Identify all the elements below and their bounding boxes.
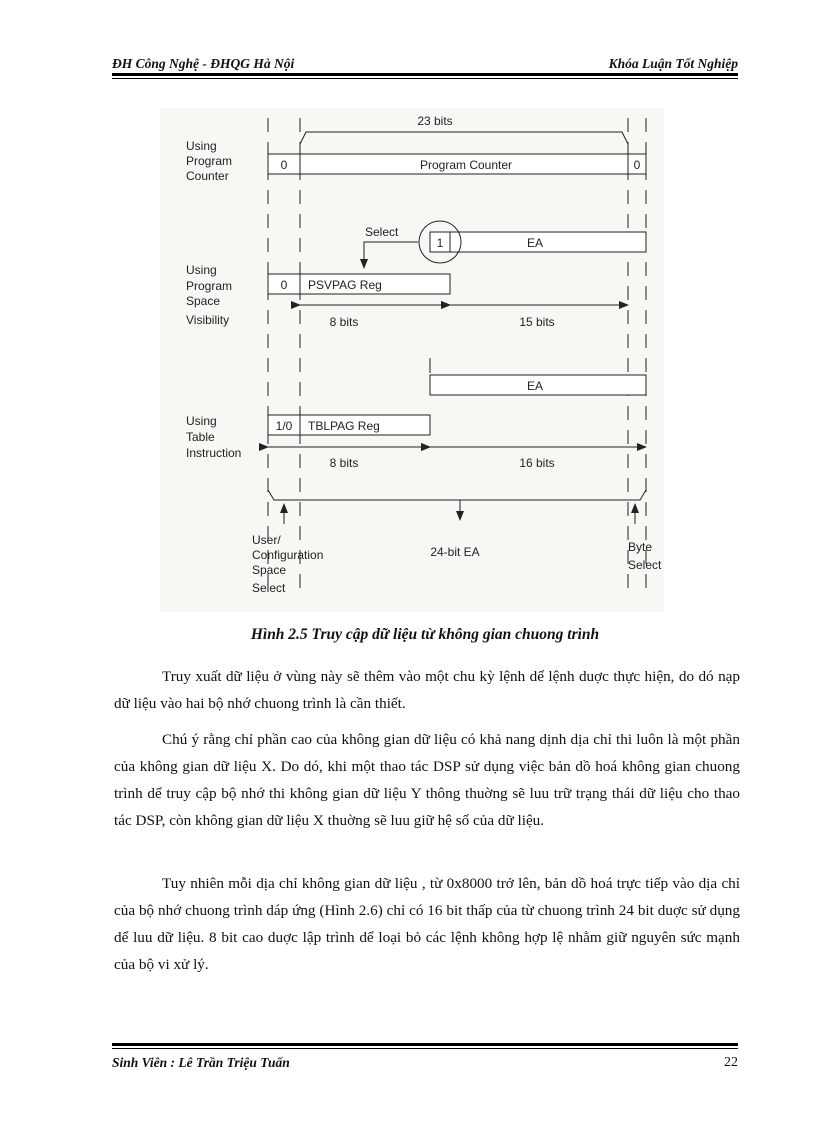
figure-diagram: [160, 108, 664, 612]
row2-right-width: 15 bits: [519, 315, 555, 329]
bottom-left-2: Configuration: [252, 548, 324, 562]
row1-label-1: Using: [186, 139, 217, 153]
page-header: [112, 53, 738, 75]
header-university: ĐH Công Nghệ - ĐHQG Hà Nội: [112, 56, 295, 71]
ea-label-row3: EA: [526, 379, 544, 393]
label-23-bits: 23 bits: [417, 114, 453, 128]
row3-label-1: Using: [186, 414, 217, 428]
page-number: 22: [724, 1055, 738, 1070]
paragraph-2: Chú ý rằng chỉ phần cao của không gian dữ liệu có khả nang dịnh dịa chỉ thi luôn là một phần của không gian dữ liệu X. Do dó, khi một thao tác DSP sử dụng việc bản dồ hoá không gian chuong trình dể truy cập bộ nhớ thi không gian dữ liệu Y thông thuờng sẽ luu trữ trạng thái dữ liệu cho thao tác DSP, còn không gian dữ liệu X thuờng sẽ luu giữ hệ số của dữ liệu.: [114, 731, 740, 829]
brace-24-bit-ea: [268, 490, 646, 500]
row1-bit-left: 0: [280, 158, 288, 172]
bottom-left-4: Select: [252, 581, 286, 595]
row3-right-width: 16 bits: [519, 456, 555, 470]
paragraph-1: Truy xuất dữ liệu ở vùng này sẽ thêm vào một chu kỳ lệnh dể lệnh duợc thực hiện, do dó nạp dữ liệu vào hai bộ nhớ chuong trình là cần thiết.: [114, 668, 740, 712]
bottom-left-3: Space: [252, 563, 287, 577]
footer-student-name: Sinh Viên : Lê Trần Triệu Tuấn: [112, 1055, 290, 1070]
row2-bit: 0: [280, 278, 288, 292]
row2-label-4: Visibility: [186, 313, 230, 327]
row2-left-width: 8 bits: [329, 315, 359, 329]
header-rule: [112, 73, 738, 76]
row1-program-counter: Program Counter: [419, 158, 513, 172]
ea-label-row2: EA: [526, 236, 544, 250]
figure-program-space-access: [160, 108, 664, 612]
bottom-right-1: Byte: [628, 540, 653, 554]
paragraph-3: Tuy nhiên mỗi dịa chỉ không gian dữ liệu , từ 0x8000 trở lên, bản dồ hoá trực tiếp vào dịa chỉ của bộ nhớ chuong trình dáp ứng (Hình 2.6) chỉ có 16 bit thấp của từ chuong trình 24 bit duợc sử dụng dể luu dữ liệu. 8 bit cao duợc lập trình dể loại bỏ các lệnh không hợp lệ nhằm giữ nguyên sức mạnh của bộ vi xử lý.: [114, 875, 740, 973]
footer-rule-thin: [112, 1048, 738, 1049]
brace-23-bits: [300, 132, 628, 144]
bottom-right-2: Select: [628, 558, 662, 572]
row1-label-3: Counter: [186, 169, 229, 183]
row3-bit: 1/0: [275, 419, 293, 433]
row3-tblpag: TBLPAG Reg: [308, 419, 380, 433]
row2-psvpag: PSVPAG Reg: [308, 278, 382, 292]
header-thesis-title: Khóa Luận Tốt Nghiệp: [608, 56, 738, 71]
row3-left-width: 8 bits: [329, 456, 359, 470]
row3-label-2: Table: [186, 430, 215, 444]
bottom-left-1: User/: [252, 533, 281, 547]
select-label: Select: [365, 225, 399, 239]
row2-label-2: Program: [186, 279, 233, 293]
select-arrow: [364, 242, 418, 268]
bottom-center: 24-bit EA: [430, 545, 480, 559]
row1-bit-right: 0: [633, 158, 641, 172]
ea-select-bit: 1: [436, 236, 444, 250]
footer-rule: [112, 1043, 738, 1046]
row2-label-1: Using: [186, 263, 217, 277]
row3-label-3: Instruction: [186, 446, 242, 460]
figure-caption: Hình 2.5 Truy cập dữ liệu từ không gian chuong trình: [250, 626, 600, 643]
header-rule-thin: [112, 78, 738, 79]
row2-label-3: Space: [186, 294, 221, 308]
row1-label-2: Program: [186, 154, 233, 168]
